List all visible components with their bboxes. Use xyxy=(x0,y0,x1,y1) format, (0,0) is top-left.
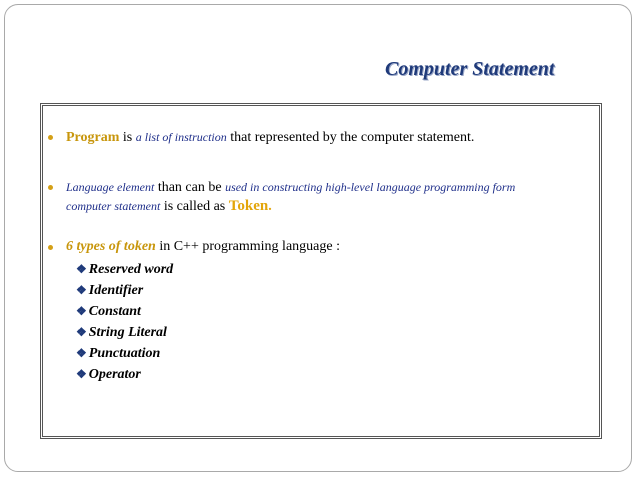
diamond-bullet-icon: ❖ xyxy=(76,262,87,276)
term-program: Program xyxy=(66,130,120,145)
list-item: ❖ Reserved word xyxy=(76,262,174,277)
diamond-bullet-icon: ❖ xyxy=(76,325,87,339)
bullet-program: Program is a list of instruction that represented by the computer statement. xyxy=(48,128,588,147)
list-item: ❖ Identifier xyxy=(76,283,144,298)
diamond-bullet-icon: ❖ xyxy=(76,304,87,318)
bullet-token-types: 6 types of token in C++ programming language : xyxy=(48,238,588,256)
list-item: ❖ String Literal xyxy=(76,325,167,340)
list-item: ❖ Punctuation xyxy=(76,346,161,361)
bullet-dot-icon xyxy=(48,185,53,190)
bullet-dot-icon xyxy=(48,245,53,250)
diamond-bullet-icon: ❖ xyxy=(76,346,87,360)
bullet-language-element: Language element than can be used in constructing high-level language programming form computer statement is called as Token. xyxy=(48,178,588,216)
diamond-bullet-icon: ❖ xyxy=(76,367,87,381)
list-item: ❖ Constant xyxy=(76,304,141,319)
slide-title: Computer Statement xyxy=(385,58,555,80)
bullet-dot-icon xyxy=(48,135,53,140)
diamond-bullet-icon: ❖ xyxy=(76,283,87,297)
term-token: Token xyxy=(228,198,269,214)
token-types-list xyxy=(76,259,173,385)
list-item: ❖ Operator xyxy=(76,367,141,382)
